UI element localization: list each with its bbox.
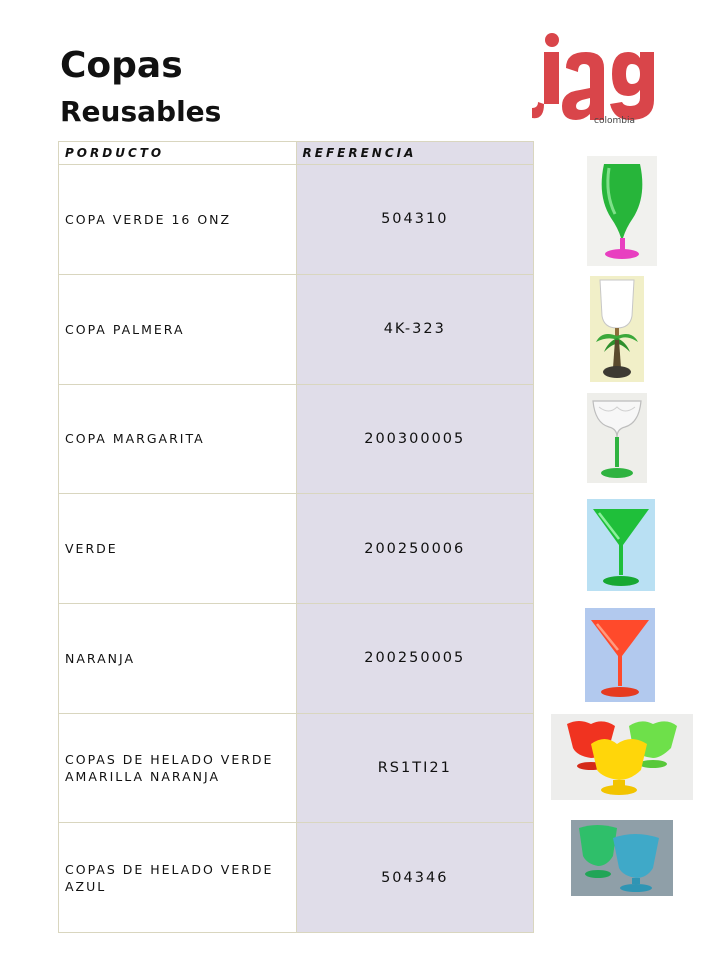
ice-cream-cups-red-yellow-green-photo <box>551 714 693 800</box>
product-cell: NARANJA <box>59 603 297 713</box>
table-row <box>59 603 534 713</box>
page-subtitle: Reusables <box>60 95 222 128</box>
ice-cream-cups-green-blue-photo <box>571 820 673 896</box>
column-header-reference: REFERENCIA <box>296 142 534 165</box>
product-cell: COPA MARGARITA <box>59 384 297 494</box>
product-cell: COPAS DE HELADO VERDE AZUL <box>59 823 297 933</box>
table-row <box>59 713 534 823</box>
table-row <box>59 384 534 494</box>
margarita-glass-photo <box>587 393 647 483</box>
product-cell: COPA PALMERA <box>59 274 297 384</box>
table-row <box>59 494 534 604</box>
reference-cell: 504346 <box>296 823 534 933</box>
table-row <box>59 165 534 275</box>
reference-cell: RS1TI21 <box>296 713 534 823</box>
reference-cell: 200300005 <box>296 384 534 494</box>
orange-martini-glass-photo <box>585 608 655 702</box>
logo-sub-text-visible: colombia <box>594 116 635 126</box>
reference-cell: 200250006 <box>296 494 534 604</box>
product-cell: COPAS DE HELADO VERDE AMARILLA NARANJA <box>59 713 297 823</box>
table-header-row <box>59 142 534 165</box>
product-cell: COPA VERDE 16 ONZ <box>59 165 297 275</box>
reference-cell: 504310 <box>296 165 534 275</box>
reference-cell: 200250005 <box>296 603 534 713</box>
product-cell: VERDE <box>59 494 297 604</box>
products-table <box>58 141 534 933</box>
table-row <box>59 274 534 384</box>
reference-cell: 4K-323 <box>296 274 534 384</box>
palm-tree-glass-photo <box>590 276 644 382</box>
page-title: Copas <box>60 45 183 86</box>
table-row <box>59 823 534 933</box>
column-header-product: PORDUCTO <box>59 142 297 165</box>
jag-colombia-logo <box>532 30 662 126</box>
green-martini-glass-photo <box>587 499 655 591</box>
green-hurricane-glass-photo <box>587 156 657 266</box>
